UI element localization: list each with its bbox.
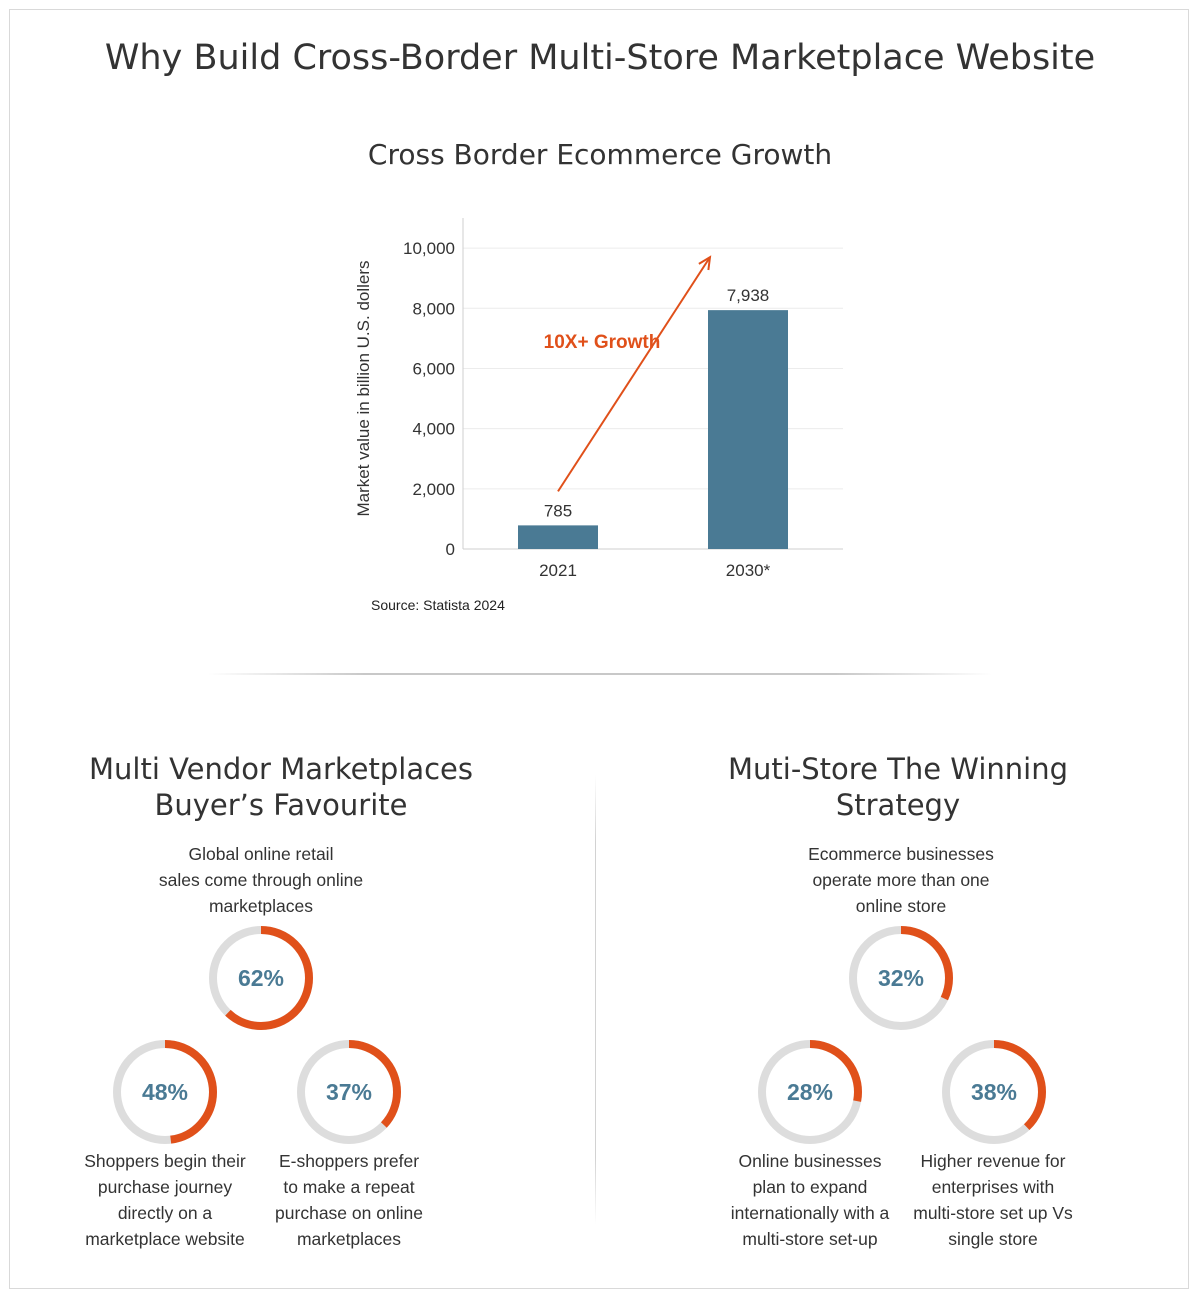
right-stat-2-percent: 28%	[786, 1079, 834, 1105]
y-tick-label: 0	[445, 540, 455, 559]
right-stat-3-text: Higher revenue for enterprises with multi-store set up Vs single store	[913, 1151, 1073, 1249]
left-section-title-line2: Buyer’s Favourite	[154, 788, 408, 822]
y-tick-label: 10,000	[403, 239, 455, 259]
right-stat-3-donut	[940, 1038, 1048, 1146]
left-stat-2-percent: 48%	[141, 1079, 189, 1105]
right-stat-1-text: Ecommerce businesses operate more than one online store	[808, 844, 994, 916]
left-stat-3-percent: 37%	[325, 1079, 373, 1105]
bar	[518, 525, 598, 549]
growth-arrow-head	[699, 257, 710, 270]
y-axis-title: Market value in billion U.S. dollers	[354, 260, 373, 517]
right-stat-3-percent: 38%	[970, 1079, 1018, 1105]
section-divider	[208, 673, 992, 675]
page-title: Why Build Cross-Border Multi-Store Marketplace Website	[104, 38, 1096, 78]
left-section-title-line1: Multi Vendor Marketplaces	[88, 752, 474, 786]
x-tick-label: 2021	[539, 561, 577, 580]
left-stat-1-text: Global online retail sales come through online marketplaces	[158, 844, 364, 916]
left-stat-3-donut	[295, 1038, 403, 1146]
right-section-title-line2: Strategy	[835, 788, 961, 822]
x-tick-label: 2030*	[725, 561, 771, 580]
y-tick-label: 6,000	[412, 359, 455, 379]
left-stat-2-donut	[111, 1038, 219, 1146]
bar-value-label: 7,938	[726, 286, 770, 306]
left-stat-1-percent: 62%	[237, 965, 285, 991]
bar-value-label: 785	[543, 501, 573, 521]
left-stat-3-text: E-shoppers prefer to make a repeat purchase on online marketplaces	[275, 1151, 423, 1249]
right-stat-1-percent: 32%	[877, 965, 925, 991]
chart-source-note: Source: Statista 2024	[371, 597, 505, 613]
right-section-title-line1: Muti-Store The Winning	[727, 752, 1068, 786]
right-stat-2-text: Online businesses plan to expand internationally with a multi-store set-up	[730, 1151, 890, 1249]
chart-title: Cross Border Ecommerce Growth	[367, 138, 833, 171]
column-divider	[595, 775, 596, 1225]
left-section-title	[21, 751, 541, 823]
growth-annotation: 10X+ Growth	[543, 332, 661, 353]
growth-bar-chart	[340, 200, 860, 625]
left-stat-1-donut	[207, 924, 315, 1032]
y-tick-label: 2,000	[412, 479, 455, 499]
right-stat-1-donut	[847, 924, 955, 1032]
right-section-title	[638, 751, 1158, 823]
y-tick-label: 4,000	[412, 419, 455, 439]
bar	[708, 310, 788, 549]
left-stat-2-text: Shoppers begin their purchase journey directly on a marketplace website	[84, 1151, 246, 1249]
y-tick-label: 8,000	[412, 299, 455, 319]
right-stat-2-donut	[756, 1038, 864, 1146]
growth-arrow-line	[558, 257, 710, 491]
